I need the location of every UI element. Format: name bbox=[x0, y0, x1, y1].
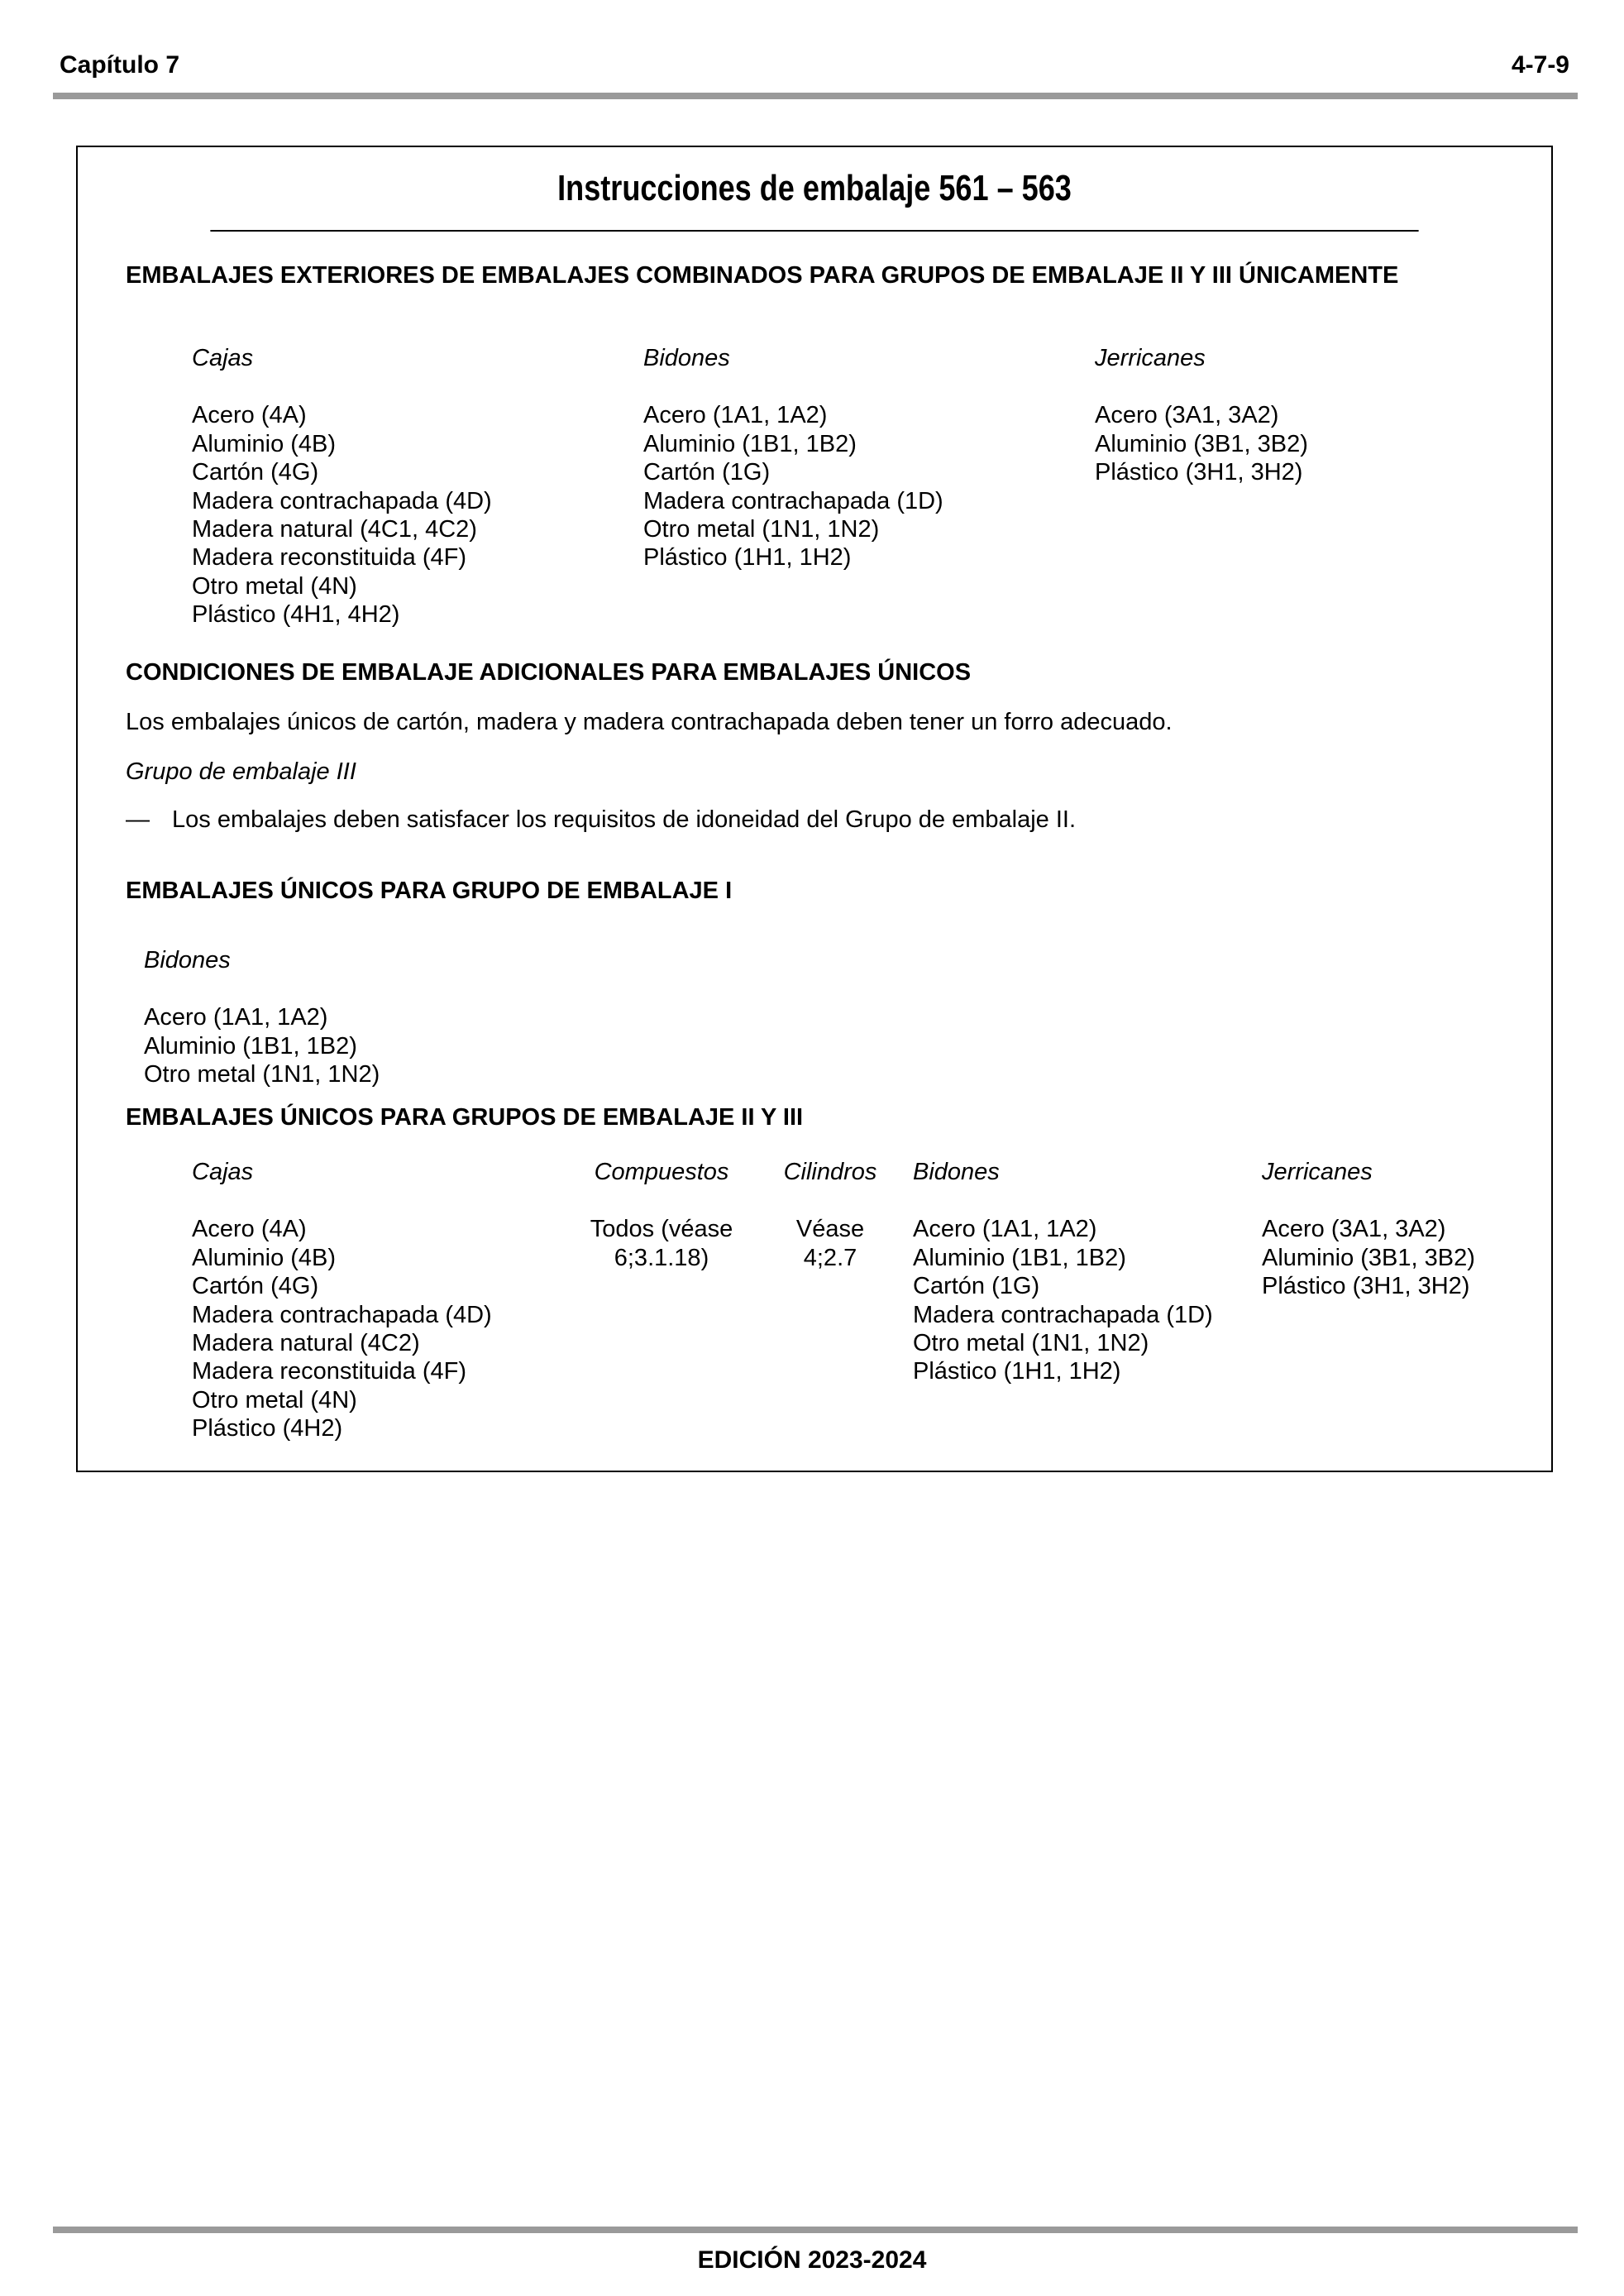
column-heading: Compuestos bbox=[594, 1159, 729, 1185]
list-item: Plástico (3H1, 3H2) bbox=[1262, 1273, 1470, 1300]
bullet-text: Los embalajes deben satisfacer los requisitos de idoneidad del Grupo de embalaje II. bbox=[172, 806, 1077, 833]
packing-group-iii-subheading: Grupo de embalaje III bbox=[126, 758, 356, 785]
list-item: Otro metal (1N1, 1N2) bbox=[144, 1061, 380, 1088]
s4-col-jerricanes bbox=[1262, 1158, 1475, 1301]
list-item: Acero (1A1, 1A2) bbox=[643, 402, 828, 429]
chapter-label: Capítulo 7 bbox=[60, 51, 180, 79]
column-heading: Jerricanes bbox=[1262, 1159, 1373, 1185]
list-item: Madera contrachapada (4D) bbox=[192, 487, 492, 514]
column-heading: Cajas bbox=[192, 345, 254, 371]
list-item: Plástico (1H1, 1H2) bbox=[913, 1358, 1121, 1385]
list-item: Acero (1A1, 1A2) bbox=[913, 1216, 1097, 1243]
section-2-heading: CONDICIONES DE EMBALAJE ADICIONALES PARA EMBALAJES ÚNICOS bbox=[126, 659, 972, 686]
list-item: Madera reconstituida (4F) bbox=[192, 544, 467, 572]
s4-col-cajas bbox=[192, 1158, 492, 1443]
column-heading: Jerricanes bbox=[1095, 345, 1206, 371]
s4-col-bidones bbox=[913, 1158, 1213, 1386]
list-item: 6;3.1.18) bbox=[614, 1244, 709, 1271]
s3-col-bidones bbox=[144, 946, 380, 1089]
list-item: Madera contrachapada (4D) bbox=[192, 1301, 492, 1328]
column-heading: Cajas bbox=[192, 1159, 254, 1185]
s4-col-compuestos bbox=[571, 1158, 752, 1272]
list-item: Cartón (4G) bbox=[192, 459, 319, 486]
list-item: Cartón (4G) bbox=[192, 1273, 319, 1300]
list-item: Otro metal (1N1, 1N2) bbox=[913, 1330, 1149, 1357]
list-item: Aluminio (3B1, 3B2) bbox=[1262, 1244, 1475, 1271]
list-item: Cartón (1G) bbox=[913, 1273, 1040, 1300]
list-item: Madera contrachapada (1D) bbox=[643, 487, 943, 514]
list-item: Plástico (1H1, 1H2) bbox=[643, 544, 852, 572]
packing-instruction-box bbox=[76, 146, 1553, 1472]
footer-rule bbox=[53, 2227, 1578, 2233]
list-item: Plástico (3H1, 3H2) bbox=[1095, 459, 1303, 486]
s1-col-jerricanes bbox=[1095, 344, 1308, 487]
section-4-heading: EMBALAJES ÚNICOS PARA GRUPOS DE EMBALAJE II Y III bbox=[126, 1104, 804, 1131]
section-1-heading: EMBALAJES EXTERIORES DE EMBALAJES COMBINADOS PARA GRUPOS DE EMBALAJE II Y III ÚNICAMENTE bbox=[126, 262, 1399, 289]
s1-col-cajas bbox=[192, 344, 492, 629]
list-item: Madera reconstituida (4F) bbox=[192, 1358, 467, 1385]
list-item: Véase bbox=[795, 1216, 865, 1243]
list-item: Aluminio (1B1, 1B2) bbox=[913, 1244, 1126, 1271]
section-2-paragraph: Los embalajes únicos de cartón, madera y madera contrachapada deben tener un forro adecuado. bbox=[126, 709, 1173, 735]
list-item: Madera natural (4C2) bbox=[192, 1330, 420, 1357]
instruction-title: Instrucciones de embalaje 561 – 563 bbox=[210, 147, 1418, 232]
list-item: Aluminio (4B) bbox=[192, 430, 337, 457]
s1-col-bidones bbox=[643, 344, 943, 572]
list-item: Madera natural (4C1, 4C2) bbox=[192, 516, 477, 543]
list-item: Acero (4A) bbox=[192, 1216, 307, 1243]
list-item: Acero (1A1, 1A2) bbox=[144, 1004, 328, 1031]
list-item: Otro metal (4N) bbox=[192, 572, 357, 600]
section-3-heading: EMBALAJES ÚNICOS PARA GRUPO DE EMBALAJE I bbox=[126, 878, 733, 904]
list-item: Cartón (1G) bbox=[643, 459, 771, 486]
list-item: Aluminio (3B1, 3B2) bbox=[1095, 430, 1308, 457]
dash-bullet: — bbox=[126, 806, 150, 833]
list-item: Acero (3A1, 3A2) bbox=[1262, 1216, 1446, 1243]
list-item: Aluminio (4B) bbox=[192, 1244, 337, 1271]
list-item: Acero (3A1, 3A2) bbox=[1095, 402, 1279, 429]
list-item: Aluminio (1B1, 1B2) bbox=[643, 430, 857, 457]
edition-footer: EDICIÓN 2023-2024 bbox=[697, 2246, 927, 2274]
list-item: Madera contrachapada (1D) bbox=[913, 1301, 1213, 1328]
list-item: 4;2.7 bbox=[803, 1244, 857, 1271]
list-item: Plástico (4H2) bbox=[192, 1415, 343, 1442]
column-heading: Cilindros bbox=[783, 1159, 877, 1185]
list-item: Otro metal (1N1, 1N2) bbox=[643, 516, 880, 543]
list-item: Todos (véase bbox=[590, 1216, 733, 1243]
list-item: Otro metal (4N) bbox=[192, 1386, 357, 1413]
page-number: 4-7-9 bbox=[1511, 51, 1569, 79]
column-heading: Bidones bbox=[643, 345, 730, 371]
header-rule bbox=[53, 93, 1578, 99]
list-item: Aluminio (1B1, 1B2) bbox=[144, 1032, 357, 1060]
s4-col-cilindros bbox=[772, 1158, 888, 1272]
column-heading: Bidones bbox=[913, 1159, 1000, 1185]
list-item: Plástico (4H1, 4H2) bbox=[192, 601, 400, 629]
column-heading: Bidones bbox=[144, 947, 231, 973]
list-item: Acero (4A) bbox=[192, 402, 307, 429]
